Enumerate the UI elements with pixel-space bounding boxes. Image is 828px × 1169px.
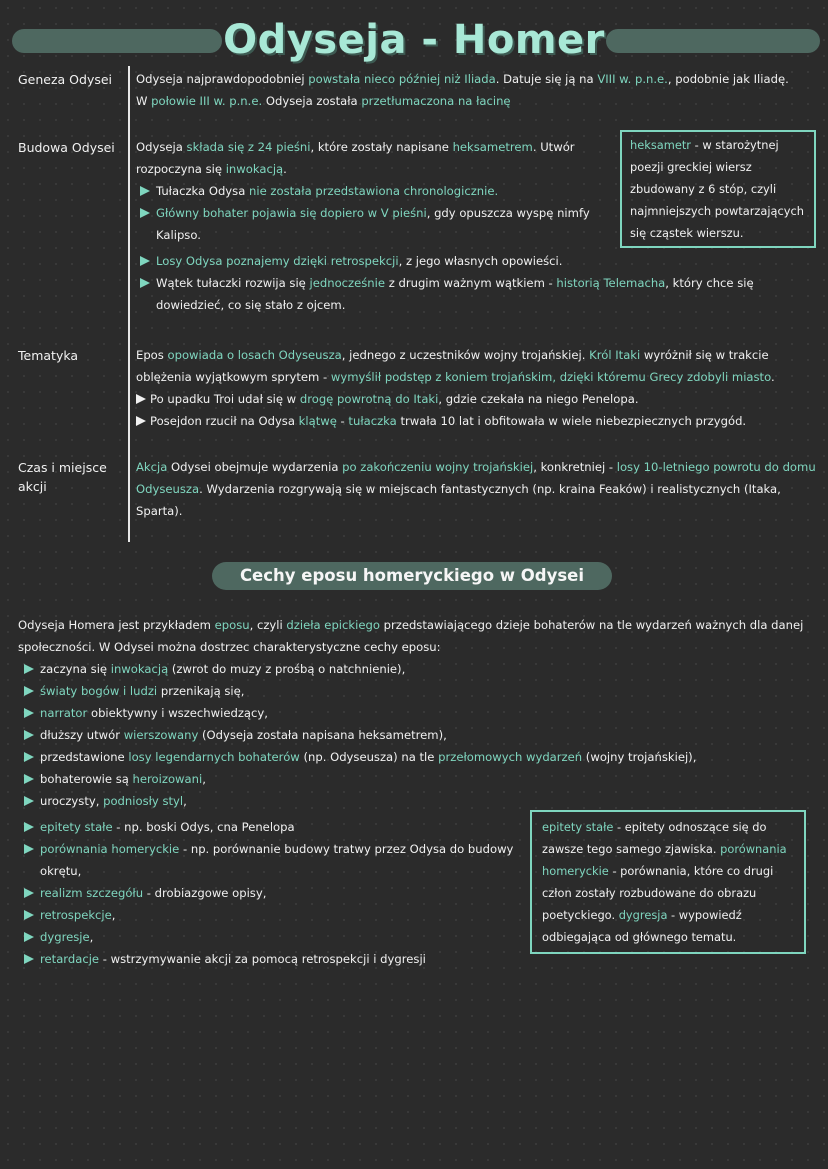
budowa-bullets [136,180,610,246]
list-item: retrospekcje, [20,904,516,926]
cechy-list-wide [20,658,810,812]
list-item: dygresje, [20,926,516,948]
list-item: realizm szczegółu - drobiazgowe opisy, [20,882,516,904]
tematyka-bullets [136,388,816,432]
list-item: światy bogów i ludzi przenikają się, [20,680,810,702]
section-heading-cechy: Cechy eposu homeryckiego w Odysei [212,562,612,590]
label-czas-miejsce: Czas i miejsce akcji [18,460,107,494]
geneza-line-2: W połowie III w. p.n.e. Odyseja została przetłumaczona na łacinę [136,94,511,108]
list-item: Posejdon rzucił na Odysa klątwę - tułaczka trwała 10 lat i obfitowała w wiele niebezpiecznych przygód. [136,410,816,432]
list-item: uroczysty, podniosły styl, [20,790,810,812]
geneza-line-1: Odyseja najprawdopodobniej powstała nieco później niż Iliada. Datuje się ją na VIII w. p.n.e., podobnie jak Iliadę. [136,72,789,86]
list-item: porównania homeryckie - np. porównanie budowy tratwy przez Odysa do budowy okrętu, [20,838,516,882]
czas-text: Akcja Odysei obejmuje wydarzenia po zakończeniu wojny trojańskiej, konkretniej - losy 10-letniego powrotu do domu Odyseusza. Wydarzenia rozgrywają się w miejscach fantastycznych (np. kraina Feaków) i realistycznych (Itaka, Sparta). [136,460,816,518]
list-item: Wątek tułaczki rozwija się jednocześnie z drugim ważnym wątkiem - historią Telemacha, który chce się dowiedzieć, co się stało z ojcem. [136,272,816,316]
list-item: Główny bohater pojawia się dopiero w V pieśni, gdy opuszcza wyspę nimfy Kalipso. [136,202,610,246]
list-item: retardacje - wstrzymywanie akcji za pomocą retrospekcji i dygresji [20,948,516,970]
budowa-intro: Odyseja składa się z 24 pieśni, które zostały napisane heksametrem. Utwór rozpoczyna się inwokacją. [136,140,575,176]
heksametr-definition-box: heksametr - w starożytnej poezji greckiej wiersz zbudowany z 6 stóp, czyli najmniejszych powtarzających się cząstek wierszu. [620,130,816,248]
list-item: Losy Odysa poznajemy dzięki retrospekcji, z jego własnych opowieści. [136,250,816,272]
title-decoration-right [606,29,820,53]
budowa-bullets-wide [136,250,816,316]
list-item: epitety stałe - np. boski Odys, cna Penelopa [20,816,516,838]
list-item: zaczyna się inwokacją (zwrot do muzy z prośbą o natchnienie), [20,658,810,680]
page-title: Odyseja - Homer [223,17,605,63]
list-item: Tułaczka Odysa nie została przedstawiona chronologicznie. [136,180,610,202]
list-item: dłuższy utwór wierszowany (Odyseja została napisana heksametrem), [20,724,810,746]
cechy-intro: Odyseja Homera jest przykładem eposu, czyli dzieła epickiego przedstawiającego dzieje bohaterów na tle wydarzeń ważnych dla danej społeczności. W Odysei można dostrzec charakterystyczne cechy eposu: [18,618,804,654]
label-tematyka: Tematyka [18,348,79,363]
label-budowa: Budowa Odysei [18,140,115,155]
definitions-box: epitety stałe - epitety odnoszące się do zawsze tego samego zjawiska. porównania homeryckie - porównania, które co drugi człon zostały rozbudowane do obrazu poetyckiego. dygresja - wypowiedź odbiegająca od głównego tematu. [530,810,806,954]
geneza-text [136,68,816,112]
list-item: bohaterowie są heroizowani, [20,768,810,790]
list-item: przedstawione losy legendarnych bohaterów (np. Odyseusza) na tle przełomowych wydarzeń (wojny trojańskiej), [20,746,810,768]
label-geneza: Geneza Odysei [18,72,113,87]
section-divider-line [128,66,130,542]
list-item: Po upadku Troi udał się w drogę powrotną do Itaki, gdzie czekała na niego Penelopa. [136,388,816,410]
title-decoration-left [12,29,222,53]
tematyka-intro: Epos opowiada o losach Odyseusza, jednego z uczestników wojny trojańskiej. Król Itaki wyróżnił się w trakcie oblężenia wyjątkowym sprytem - wymyślił podstęp z koniem trojańskim, dzięki któremu Grecy zdobyli miasto. [136,348,775,384]
cechy-list-narrow [20,816,516,970]
list-item: narrator obiektywny i wszechwiedzący, [20,702,810,724]
